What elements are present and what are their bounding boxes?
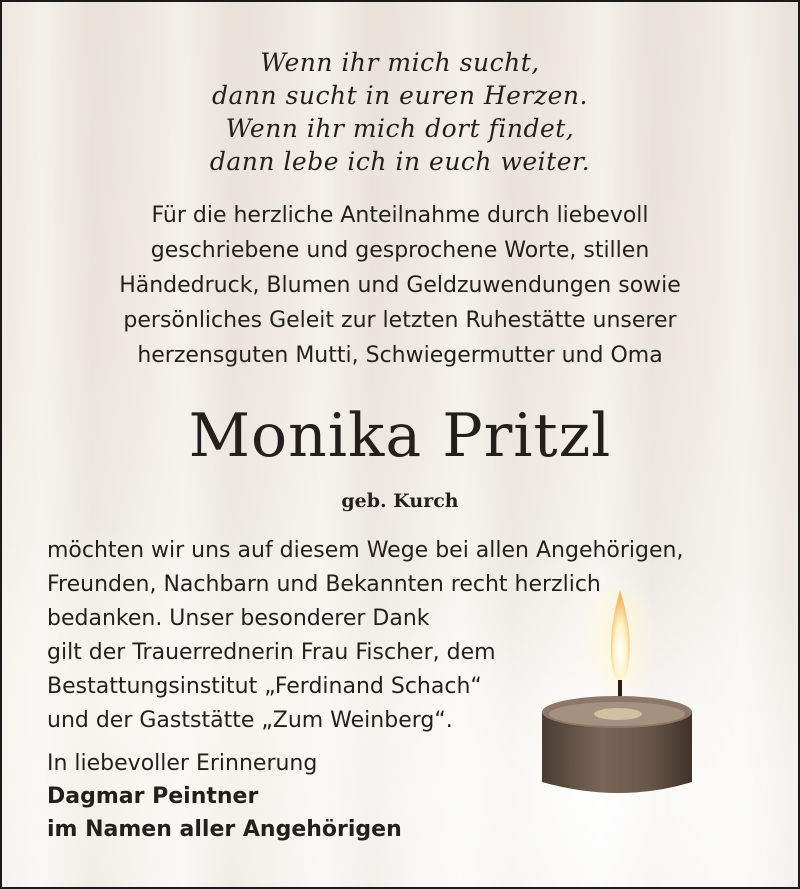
intro-line: herzensguten Mutti, Schwiegermutter und Oma bbox=[137, 343, 663, 368]
intro-line: persönliches Geleit zur letzten Ruhestätte unserer bbox=[123, 308, 677, 333]
closing bbox=[47, 747, 402, 846]
intro-line: Für die herzliche Anteilnahme durch liebevoll bbox=[151, 203, 649, 228]
body-line: Bestattungsinstitut „Ferdinand Schach“ bbox=[47, 674, 482, 699]
body-line: bedanken. Unser besonderer Dank bbox=[47, 606, 430, 631]
deceased-name: Monika Pritzl bbox=[188, 401, 612, 471]
body-line: möchten wir uns auf diesem Wege bei allen Angehörigen, bbox=[47, 538, 684, 563]
thanks-intro bbox=[2, 198, 798, 373]
candle-icon bbox=[538, 582, 698, 812]
birth-name: geb. Kurch bbox=[341, 490, 459, 512]
intro-line: Händedruck, Blumen und Geldzuwendungen sowie bbox=[119, 273, 681, 298]
body-line: Freunden, Nachbarn und Bekannten recht herzlich bbox=[47, 572, 601, 597]
poem-line: dann sucht in euren Herzen. bbox=[212, 81, 588, 110]
poem-line: Wenn ihr mich sucht, bbox=[260, 48, 540, 77]
signer-name: Dagmar Peintner bbox=[47, 784, 259, 809]
body-line: und der Gaststätte „Zum Weinberg“. bbox=[47, 708, 453, 733]
poem bbox=[2, 46, 798, 178]
body-line: gilt der Trauerrednerin Frau Fischer, dem bbox=[47, 640, 496, 665]
on-behalf-line: im Namen aller Angehörigen bbox=[47, 817, 402, 842]
intro-line: geschriebene und gesprochene Worte, stillen bbox=[150, 238, 650, 263]
poem-line: Wenn ihr mich dort findet, bbox=[225, 114, 575, 143]
poem-line: dann lebe ich in euch weiter. bbox=[209, 147, 591, 176]
closing-phrase: In liebevoller Erinnerung bbox=[47, 751, 318, 776]
